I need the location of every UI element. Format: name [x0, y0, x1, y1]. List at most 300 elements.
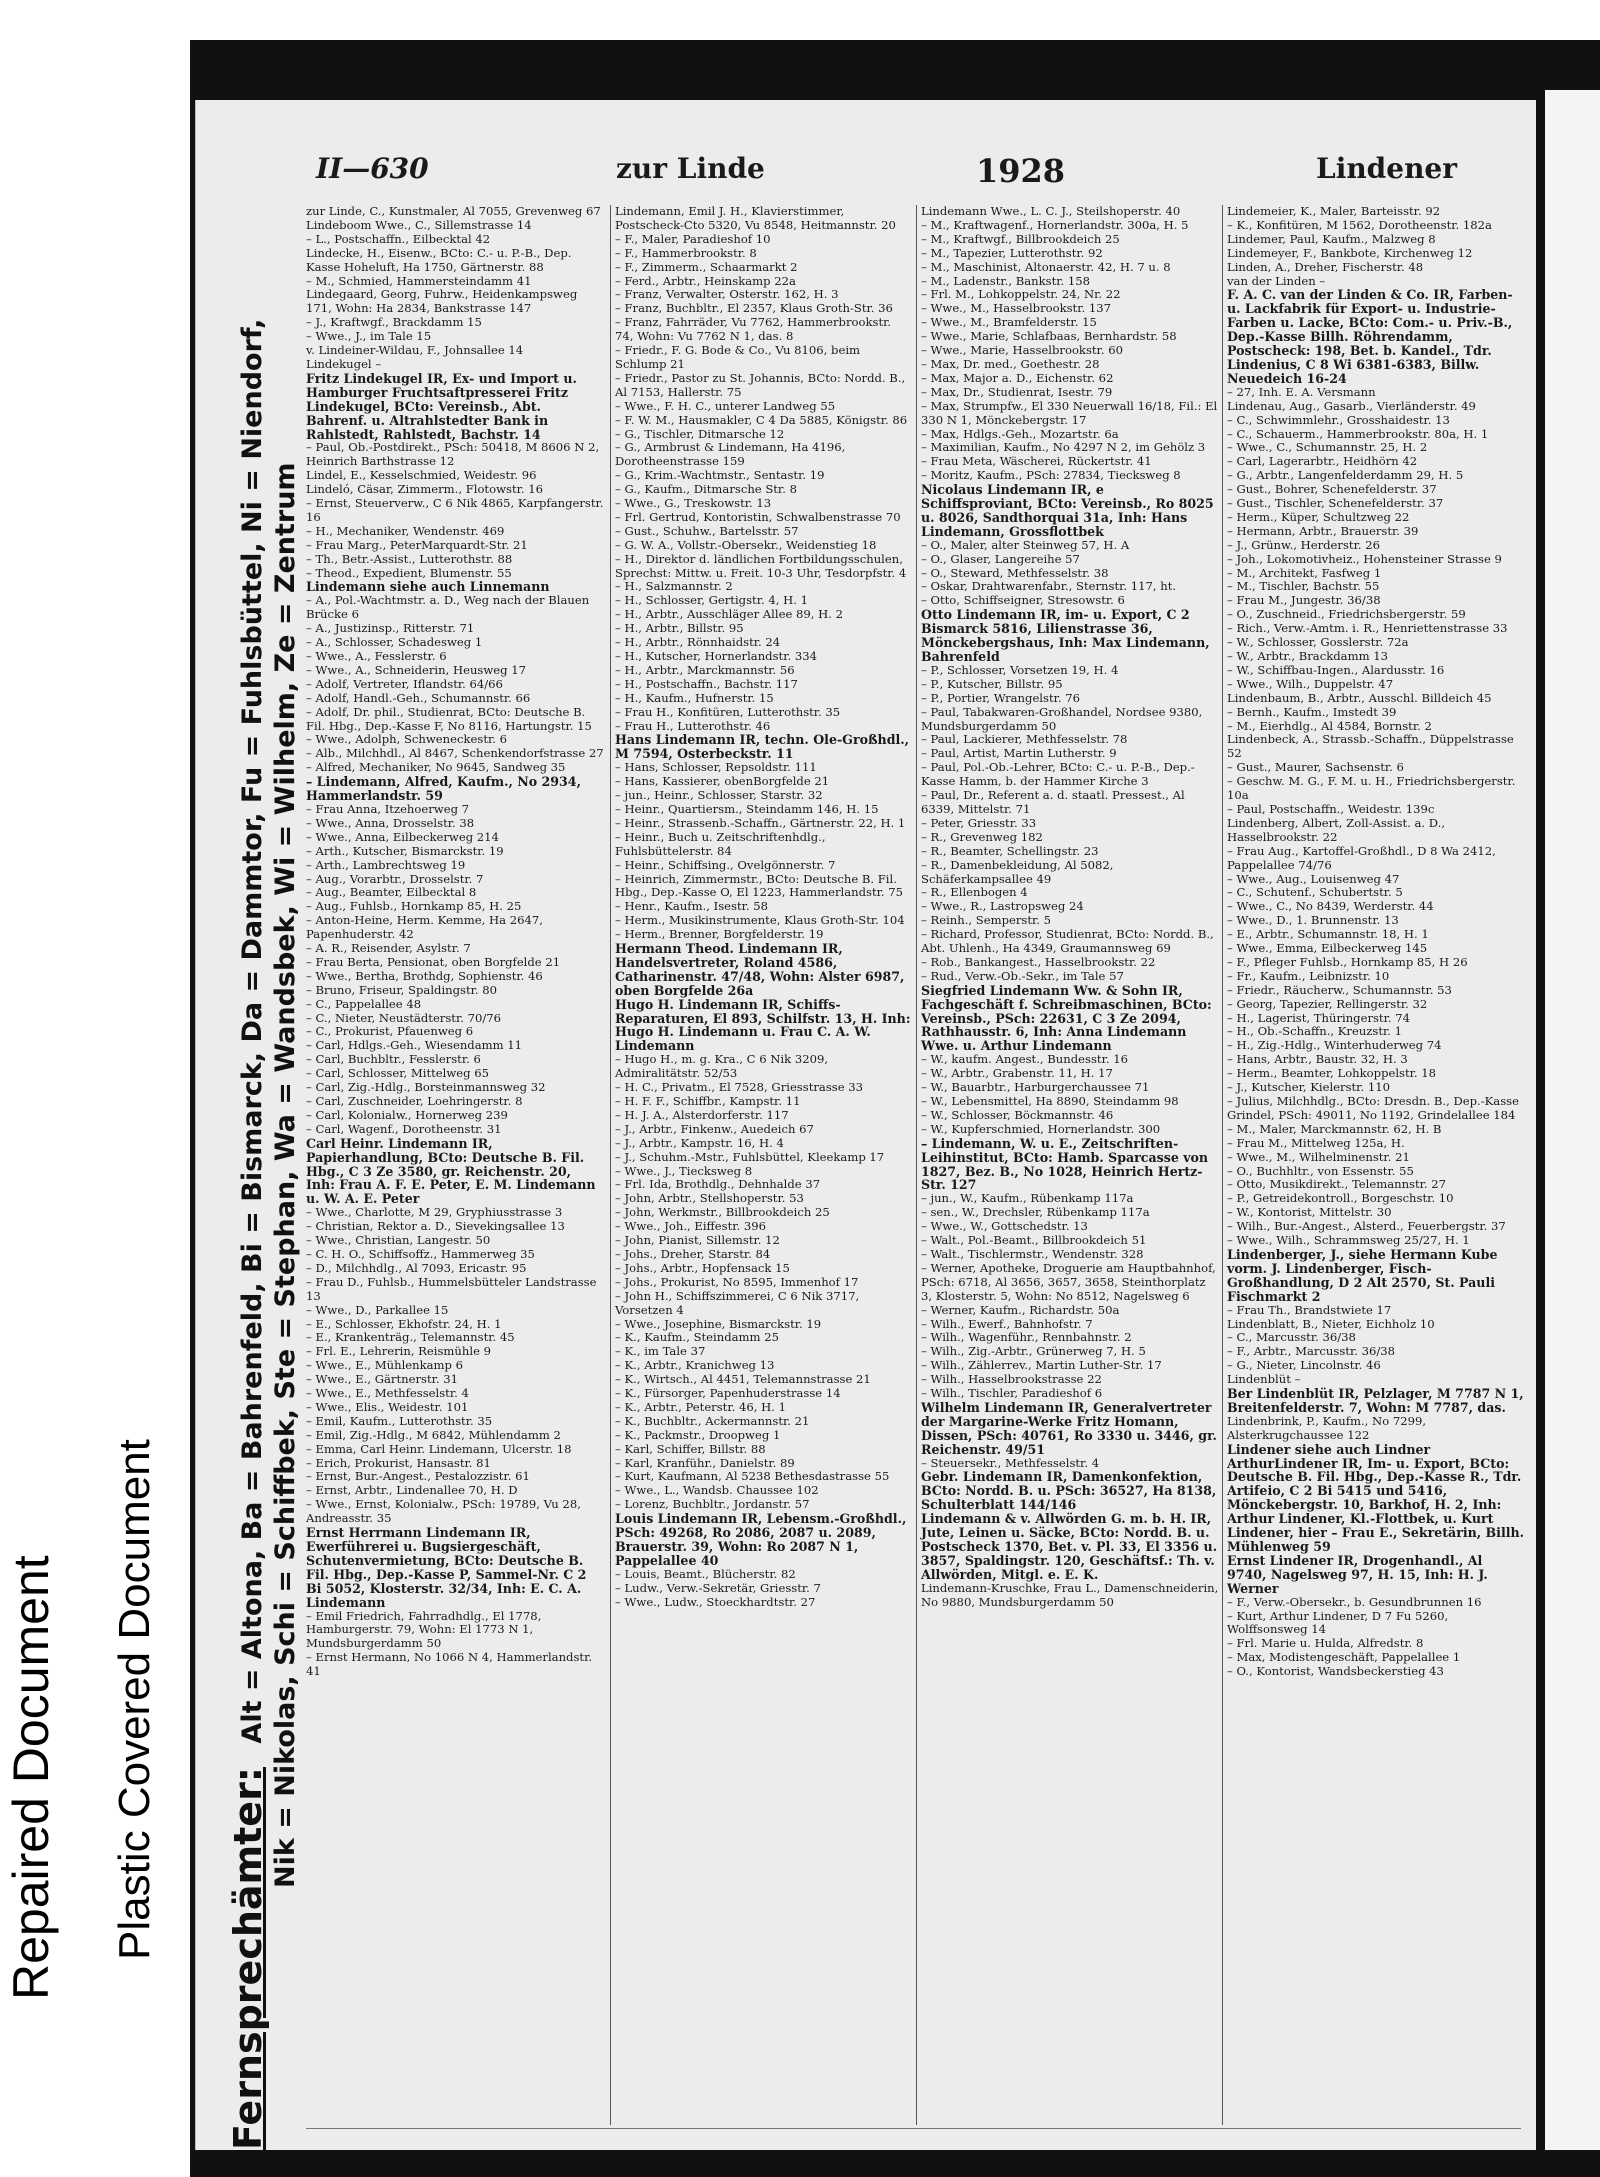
- directory-entry: – R., Ellenbogen 4: [921, 885, 1028, 900]
- directory-entry: Hans Lindemann IR, techn. Ole-Großhdl., M 7594, Osterbeckstr. 11: [615, 732, 910, 762]
- directory-entry: – Walt., Tischlermstr., Wendenstr. 328: [921, 1246, 1144, 1261]
- directory-entry: – Paul, Pol.-Ob.-Lehrer, BCto: C.- u. P.-B., Dep.-Kasse Hamm, b. der Hammer Kirche 3: [921, 760, 1195, 789]
- directory-entry: – Rud., Verw.-Ob.-Sekr., im Tale 57: [921, 968, 1124, 983]
- directory-entry: Carl Heinr. Lindemann IR, Papierhandlung, BCto: Deutsche B. Fil. Hbg., C 3 Ze 3580, gr. Reichenstr. 20, Inh: Frau A. F. E. Peter, E. M. Lindemann u. W. A. E. Peter: [306, 1135, 596, 1207]
- directory-entry: Louis Lindemann IR, Lebensm.-Großhdl., PSch: 49268, Ro 2086, 2087 u. 2089, Brauerstr. 39, Wohn: Ro 2087 N 1, Pappelallee 40: [615, 1511, 907, 1568]
- plastic-covered-label: Plastic Covered Document: [110, 1439, 159, 1960]
- directory-entry: – Wwe., C., Schumannstr. 25, H. 2: [1227, 440, 1428, 455]
- directory-entry: – Heinr., Schiffsing., Ovelgönnerstr. 7: [615, 857, 836, 872]
- directory-entry: – Paul, Dr., Referent a. d. staatl. Pressest., Al 6339, Mittelstr. 71: [921, 788, 1185, 816]
- directory-entry: – Kurt, Kaufmann, Al 5238 Bethesdastrasse 55: [615, 1469, 890, 1484]
- directory-entry: – Ludw., Verw.-Sekretär, Griesstr. 7: [615, 1580, 821, 1595]
- directory-entry: – F., Zimmerm., Schaarmarkt 2: [615, 259, 798, 274]
- directory-entry: – P., Portier, Wrangelstr. 76: [921, 690, 1081, 705]
- directory-entry: – A., Justizinsp., Ritterstr. 71: [306, 621, 475, 636]
- directory-entry: – Georg, Tapezier, Rellingerstr. 32: [1227, 996, 1428, 1011]
- directory-entry: – M., Ladenstr., Bankstr. 158: [921, 273, 1091, 288]
- directory-entry: Lindenbrink, P., Kaufm., No 7299, Alsterkrugchaussee 122: [1227, 1413, 1427, 1442]
- directory-entry: – Wwe., J., Tiecksweg 8: [615, 1163, 753, 1178]
- directory-entry: – Frau Berta, Pensionat, oben Borgfelde 21: [306, 954, 561, 969]
- directory-entry: – Wwe., Ernst, Kolonialw., PSch: 19789, Vu 28, Andreasstr. 35: [306, 1497, 581, 1526]
- directory-entry: – Heinr., Strassenb.-Schaffn., Gärtnerstr. 22, H. 1: [615, 815, 906, 830]
- directory-entry: – Carl, Lagerarbtr., Heidhörn 42: [1227, 454, 1418, 469]
- directory-entry: – Wwe., Wilh., Schrammsweg 25/27, H. 1: [1227, 1233, 1470, 1248]
- bottom-rule: [306, 2128, 1521, 2129]
- directory-entry: – Werner, Apotheke, Droguerie am Hauptbahnhof, PSch: 6718, Al 3656, 3657, 3658, Steinthorplatz 3, Klosterstr. 5, Wohn: No 8512, Nagelsweg 6: [921, 1260, 1216, 1303]
- directory-entry: – Wwe., Emma, Eilbeckerweg 145: [1227, 941, 1428, 956]
- directory-entry: – Max, Dr. med., Goethestr. 28: [921, 356, 1100, 371]
- directory-entry: – Frl. E., Lehrerin, Reismühle 9: [306, 1344, 491, 1359]
- directory-entry: – H., Lagerist, Thüringerstr. 74: [1227, 1010, 1410, 1025]
- directory-entry: – Friedr., Räucherw., Schumannstr. 53: [1227, 982, 1452, 997]
- directory-entry: Lindenberger, J., siehe Hermann Kube vorm. J. Lindenberger, Fisch-Großhandlung, D 2 Alt 2570, St. Pauli Fischmarkt 2: [1227, 1246, 1498, 1304]
- directory-entry: – A., Pol.-Wachtmstr. a. D., Weg nach der Blauen Brücke 6: [306, 593, 590, 622]
- directory-entry: – Arth., Kutscher, Bismarckstr. 19: [306, 843, 504, 858]
- directory-entry: – Wilh., Wagenführ., Rennbahnstr. 2: [921, 1330, 1132, 1345]
- directory-entry: – M., Kraftwagenf., Hornerlandstr. 300a, H. 5: [921, 217, 1189, 232]
- directory-entry: – Joh., Lokomotivheiz., Hohensteiner Strasse 9: [1227, 551, 1502, 566]
- directory-entry: – Emma, Carl Heinr. Lindemann, Ulcerstr. 18: [306, 1441, 572, 1456]
- directory-entry: – Paul, Postschaffn., Weidestr. 139c: [1227, 801, 1435, 816]
- directory-entry: – John H., Schiffszimmerei, C 6 Nik 3717, Vorsetzen 4: [615, 1288, 860, 1317]
- directory-entry: – K., Fürsorger, Papenhuderstrasse 14: [615, 1386, 841, 1401]
- directory-entry: – Carl, Zig.-Hdlg., Borsteinmannsweg 32: [306, 1080, 546, 1095]
- directory-entry: – Wilh., Tischler, Paradieshof 6: [921, 1386, 1103, 1401]
- directory-entry: Lindemann-Kruschke, Frau L., Damenschneiderin, No 9880, Mundsburgerdamm 50: [921, 1580, 1219, 1609]
- directory-entry: – Erich, Prokurist, Hansastr. 81: [306, 1455, 491, 1470]
- directory-entry: – H., Arbtr., Billstr. 95: [615, 621, 744, 636]
- directory-entry: – Emil, Kaufm., Lutterothstr. 35: [306, 1413, 493, 1428]
- directory-entry: – Otto, Musikdirekt., Telemannstr. 27: [1227, 1177, 1447, 1192]
- directory-entry: – H., Zig.-Hdlg., Winterhuderweg 74: [1227, 1038, 1442, 1053]
- directory-entry: – John, Pianist, Sillemstr. 12: [615, 1233, 780, 1248]
- directory-entry: – Steuersekr., Methfesselstr. 4: [921, 1455, 1100, 1470]
- directory-entry: – John, Werkmstr., Billbrookdeich 25: [615, 1205, 830, 1220]
- directory-entry: – Frau Th., Brandstwiete 17: [1227, 1302, 1392, 1317]
- directory-entry: – Wwe., R., Lastropsweg 24: [921, 899, 1084, 914]
- directory-entry: – Reinh., Semperstr. 5: [921, 913, 1052, 928]
- directory-entry: – Aug., Fuhlsb., Hornkamp 85, H. 25: [306, 899, 522, 914]
- directory-entry: – J., Kraftwgf., Brackdamm 15: [306, 315, 482, 330]
- directory-entry: Lindenbeck, A., Strassb.-Schaffn., Düppelstrasse 52: [1227, 732, 1514, 761]
- directory-entry: – O., Kontorist, Wandsbeckerstieg 43: [1227, 1664, 1444, 1679]
- directory-entry: – F., Arbtr., Marcusstr. 36/38: [1227, 1344, 1395, 1359]
- directory-entry: – Wwe., E., Methfesselstr. 4: [306, 1386, 469, 1401]
- directory-entry: – P., Kutscher, Billstr. 95: [921, 676, 1063, 691]
- directory-entry: – Max, Dr., Studienrat, Isestr. 79: [921, 384, 1113, 399]
- directory-entry: – D., Milchhdlg., Al 7093, Ericastr. 95: [306, 1260, 527, 1275]
- directory-entry: – O., Buchhltr., von Essenstr. 55: [1227, 1163, 1414, 1178]
- directory-entry: – Ernst, Arbtr., Lindenallee 70, H. D: [306, 1483, 518, 1498]
- directory-entry: – Ernst Hermann, No 1066 N 4, Hammerlandstr. 41: [306, 1650, 593, 1679]
- directory-entry: – Heinr., Quartiersm., Steindamm 146, H. 15: [615, 801, 879, 816]
- directory-entry: – Gust., Tischler, Schenefelderstr. 37: [1227, 496, 1444, 511]
- directory-entry: – H., Salzmannstr. 2: [615, 579, 733, 594]
- directory-entry: – Wwe., Adolph, Schweneckestr. 6: [306, 732, 507, 747]
- directory-entry: – K., Arbtr., Kranichweg 13: [615, 1358, 775, 1373]
- directory-entry: – Max, Hdlgs.-Geh., Mozartstr. 6a: [921, 426, 1119, 441]
- directory-entry: – H., Arbtr., Rönnhaidstr. 24: [615, 635, 781, 650]
- directory-entry: – G., Krim.-Wachtmstr., Sentastr. 19: [615, 468, 825, 483]
- directory-entry: – Th., Betr.-Assist., Lutterothstr. 88: [306, 551, 513, 566]
- directory-entry: Hugo H. Lindemann IR, Schiffs-Reparaturen, El 893, Schilfstr. 13, H. Inh: Hugo H. Lindemann u. Frau C. A. W. Lindemann: [615, 996, 911, 1054]
- directory-entry: – Herm., Beamter, Lohkoppelstr. 18: [1227, 1066, 1437, 1081]
- directory-entry: – Wwe., J., im Tale 15: [306, 329, 432, 344]
- directory-entry: – Alb., Milchhdl., Al 8467, Schenkendorfstrasse 27: [306, 746, 604, 761]
- directory-entry: – Frau H., Lutterothstr. 46: [615, 718, 771, 733]
- directory-entry: – Franz, Buchbltr., El 2357, Klaus Groth-Str. 36: [615, 301, 893, 316]
- directory-entry: – E., Arbtr., Schumannstr. 18, H. 1: [1227, 927, 1429, 942]
- directory-entry: – Frl. Gertrud, Kontoristin, Schwalbenstrasse 70: [615, 509, 901, 524]
- facing-page-edge: [1545, 90, 1600, 2150]
- directory-page: [195, 100, 1536, 2150]
- header-keyword-end: Lindener: [1316, 152, 1457, 185]
- directory-entry: – Hans, Kassierer, obenBorgfelde 21: [615, 774, 830, 789]
- directory-entry: Lindenau, Aug., Gasarb., Vierländerstr. 49: [1227, 398, 1476, 413]
- repaired-document-label: Repaired Document: [3, 1555, 59, 2000]
- directory-entry: – Hans, Schlosser, Repsoldstr. 111: [615, 760, 817, 775]
- directory-entry: Siegfried Lindemann Ww. & Sohn IR, Fachgeschäft f. Schreibmaschinen, BCto: Vereinsb., PSch: 22631, C 3 Ze 2094, Rathhausstr. 6, Inh: Anna Lindemann Wwe. u. Arthur Lindemann: [921, 982, 1212, 1054]
- directory-entry: – H., Arbtr., Marckmannstr. 56: [615, 662, 795, 677]
- directory-entry: – Wwe., G., Treskowstr. 13: [615, 496, 772, 511]
- directory-entry: Ernst Lindener IR, Drogenhandl., Al 9740, Nagelsweg 97, H. 15, Inh: H. J. Werner: [1227, 1552, 1488, 1596]
- directory-entry: – H., Ob.-Schaffn., Kreuzstr. 1: [1227, 1024, 1403, 1039]
- directory-entry: – Rob., Bankangest., Hasselbrookstr. 22: [921, 954, 1156, 969]
- directory-entry: – Aug., Vorarbtr., Drosselstr. 7: [306, 871, 484, 886]
- directory-entry: – Emil Friedrich, Fahrradhdlg., El 1778, Hamburgerstr. 79, Wohn: El 1773 N 1, Mundsburgerdamm 50: [306, 1608, 542, 1651]
- directory-entry: Lindemann & v. Allwörden G. m. b. H. IR, Jute, Leinen u. Säcke, BCto: Nordd. B. u. Postscheck 1370, Bet. v. Pl. 33, El 3356 u. 3857, Spaldingstr. 120, Geschäftsf.: Th. v. Allwörden, Mitgl. e. E. K.: [921, 1511, 1218, 1582]
- directory-entry: – R., Damenbekleidung, Al 5082, Schäferkampsallee 49: [921, 857, 1114, 886]
- directory-entry: – Louis, Beamt., Blücherstr. 82: [615, 1566, 796, 1581]
- directory-entry: – Wwe., Marie, Schlafbaas, Bernhardstr. 58: [921, 329, 1177, 344]
- directory-entry: – Werner, Kaufm., Richardstr. 50a: [921, 1302, 1120, 1317]
- directory-entry: – Frau Marg., PeterMarquardt-Str. 21: [306, 537, 528, 552]
- directory-entry: – Wwe., Anna, Drosselstr. 38: [306, 815, 475, 830]
- column-2: [610, 205, 913, 2125]
- directory-entry: – A., Schlosser, Schadesweg 1: [306, 635, 483, 650]
- directory-entry: – Wwe., E., Mühlenkamp 6: [306, 1358, 464, 1373]
- directory-entry: – Richard, Professor, Studienrat, BCto: Nordd. B., Abt. Uhlenh., Ha 4349, Graumannsweg 69: [921, 927, 1214, 956]
- directory-entry: Lindeboom Wwe., C., Sillemstrasse 14: [306, 217, 532, 232]
- directory-entry: – Ernst, Steuerverw., C 6 Nik 4865, Karpfangerstr. 16: [306, 496, 604, 524]
- directory-entry: – Johs., Prokurist, No 8595, Immenhof 17: [615, 1274, 859, 1289]
- directory-entry: – Herm., Brenner, Borgfelderstr. 19: [615, 927, 824, 942]
- directory-entry: – Alfred, Mechaniker, No 9645, Sandweg 35: [306, 760, 566, 775]
- directory-entry: – Frau Aug., Kartoffel-Großhdl., D 8 Wa 2412, Pappelallee 74/76: [1227, 843, 1496, 872]
- directory-entry: – Karl, Schiffer, Billstr. 88: [615, 1441, 766, 1456]
- directory-columns: [306, 205, 1525, 2125]
- directory-entry: – O., Glaser, Langereihe 57: [921, 551, 1080, 566]
- directory-entry: Lindener siehe auch Lindner: [1227, 1441, 1431, 1457]
- directory-entry: Lindemann siehe auch Linnemann: [306, 579, 550, 595]
- directory-entry: – Wwe., Ludw., Stoeckhardtstr. 27: [615, 1594, 816, 1609]
- directory-entry: – Wwe., Elis., Weidestr. 101: [306, 1399, 469, 1414]
- directory-entry: – M., Kraftwgf., Billbrookdeich 25: [921, 231, 1120, 246]
- directory-entry: – Frau M., Jungestr. 36/38: [1227, 593, 1381, 608]
- directory-entry: F. A. C. van der Linden & Co. IR, Farben- u. Lackfabrik für Export- u. Industrie-Farben u. Lacke, BCto: Com.- u. Priv.-B., Dep.-Kasse Billh. Röhrendamm, Postscheck: 198, Bet. b. Kandel., Tdr. Lindenius, C 8 Wi 6381-6383, Billw. Neuedeich 16-24: [1227, 287, 1513, 386]
- exchange-legend-line-1: Alt = Altona, Ba = Bahrenfeld, Bi = Bismarck, Da = Dammtor, Fu = Fuhlsbüttel, Ni = Niendorf,: [237, 318, 268, 1744]
- directory-entry: – O., Zuschneid., Friedrichsbergerstr. 59: [1227, 607, 1466, 622]
- directory-entry: – P., Getreidekontroll., Borgeschstr. 10: [1227, 1191, 1454, 1206]
- directory-entry: – K., Konfitüren, M 1562, Dorotheenstr. 182a: [1227, 217, 1492, 232]
- directory-entry: – Wilh., Ewerf., Bahnhofstr. 7: [921, 1316, 1093, 1331]
- directory-entry: Gebr. Lindemann IR, Damenkonfektion, BCto: Nordd. B. u. PSch: 36527, Ha 8138, Schulterblatt 144/146: [921, 1469, 1217, 1513]
- directory-entry: Nicolaus Lindemann IR, e Schiffsproviant, BCto: Vereinsb., Ro 8025 u. 8026, Sandthorquai 31a, Inh: Hans Lindemann, Grossflottbek: [921, 482, 1214, 539]
- directory-entry: – Adolf, Vertreter, Iflandstr. 64/66: [306, 676, 503, 691]
- directory-entry: – jun., Heinr., Schlosser, Starstr. 32: [615, 788, 823, 803]
- directory-entry: – K., Kaufm., Steindamm 25: [615, 1330, 779, 1345]
- directory-entry: – Bernh., Kaufm., Imstedt 39: [1227, 704, 1397, 719]
- directory-entry: – C., Schwimmlehr., Grosshaidestr. 13: [1227, 412, 1450, 427]
- directory-entry: – W., Schlosser, Gosslerstr. 72a: [1227, 635, 1409, 650]
- directory-entry: – Paul, Ob.-Postdirekt., PSch: 50418, M 8606 N 2, Heinrich Barthstrasse 12: [306, 440, 600, 469]
- directory-entry: – Paul, Lackierer, Methfesselstr. 78: [921, 732, 1128, 747]
- directory-entry: – 27, Inh. E. A. Versmann: [1227, 384, 1376, 399]
- directory-entry: – F. W. M., Hausmakler, C 4 Da 5885, Königstr. 86: [615, 412, 908, 427]
- directory-entry: – Franz, Verwalter, Osterstr. 162, H. 3: [615, 287, 839, 302]
- exchange-legend-heading: Fernsprechämter:: [226, 1766, 270, 2150]
- directory-entry: – G., Tischler, Ditmarsche 12: [615, 426, 785, 441]
- directory-entry: – Friedr., F. G. Bode & Co., Vu 8106, beim Schlump 21: [615, 343, 861, 371]
- directory-entry: – Frl. Ida, Brothdlg., Dehnhalde 37: [615, 1177, 821, 1192]
- directory-entry: Lindemann, Emil J. H., Klavierstimmer, Postscheck-Cto 5320, Vu 8548, Heitmannstr. 20: [615, 205, 896, 232]
- directory-entry: – J., Grünw., Herderstr. 26: [1227, 537, 1380, 552]
- header-keyword-start: zur Linde: [616, 152, 765, 185]
- directory-entry: – Max, Strumpfw., El 330 Neuerwall 16/18, Fil.: El 330 N 1, Mönckebergstr. 17: [921, 398, 1218, 427]
- directory-entry: – Johs., Dreher, Starstr. 84: [615, 1246, 771, 1261]
- directory-entry: – M., Architekt, Fasfweg 1: [1227, 565, 1382, 580]
- page-number: II—630: [316, 152, 429, 185]
- directory-entry: – J., Schuhm.-Mstr., Fuhlsbüttel, Kleekamp 17: [615, 1149, 885, 1164]
- directory-entry: – Maximilian, Kaufm., No 4297 N 2, im Gehölz 3: [921, 440, 1206, 455]
- column-3: [916, 205, 1219, 2125]
- directory-entry: – W., Kupferschmied, Hornerlandstr. 300: [921, 1121, 1161, 1136]
- left-margin: [0, 0, 190, 2177]
- header-year: 1928: [976, 152, 1066, 190]
- directory-entry: – jun., W., Kaufm., Rübenkamp 117a: [921, 1191, 1134, 1206]
- directory-entry: – M., Schmied, Hammersteindamm 41: [306, 273, 532, 288]
- directory-entry: – C., Pappelallee 48: [306, 996, 422, 1011]
- directory-entry: – Frl. Marie u. Hulda, Alfredstr. 8: [1227, 1636, 1424, 1651]
- column-1: [306, 205, 604, 2125]
- directory-entry: – G., Armbrust & Lindemann, Ha 4196, Dorotheenstrasse 159: [615, 440, 846, 469]
- directory-entry: – Hermann, Arbtr., Brauerstr. 39: [1227, 523, 1419, 538]
- directory-entry: – Frau Anna, Itzehoerweg 7: [306, 801, 470, 816]
- directory-entry: – Moritz, Kaufm., PSch: 27834, Tiecksweg 8: [921, 468, 1181, 483]
- directory-entry: – Bruno, Friseur, Spaldingstr. 80: [306, 982, 498, 997]
- directory-entry: – Adolf, Handl.-Geh., Schumannstr. 66: [306, 690, 531, 705]
- exchange-legend-line-2: Nik = Nikolas, Schi = Schiffbek, Ste = Stephan, Wa = Wandsbek, Wi = Wilhelm, Ze = Zentrum: [270, 462, 301, 1888]
- directory-entry: – R., Beamter, Schellingstr. 23: [921, 843, 1099, 858]
- directory-entry: – Gust., Maurer, Sachsenstr. 6: [1227, 760, 1404, 775]
- directory-entry: – Hugo H., m. g. Kra., C 6 Nik 3209, Admiralitätstr. 52/53: [615, 1052, 829, 1081]
- directory-entry: – H., Arbtr., Ausschläger Allee 89, H. 2: [615, 607, 843, 622]
- directory-entry: – W., Arbtr., Grabenstr. 11, H. 17: [921, 1066, 1113, 1081]
- directory-entry: – Wilh., Bur.-Angest., Alsterd., Feuerbergstr. 37: [1227, 1219, 1506, 1234]
- directory-entry: – W., Bauarbtr., Harburgerchaussee 71: [921, 1080, 1150, 1095]
- directory-entry: – C., Schauerm., Hammerbrookstr. 80a, H. 1: [1227, 426, 1489, 441]
- directory-entry: – Wwe., Bertha, Brothdg, Sophienstr. 46: [306, 968, 543, 983]
- directory-entry: – H., Kaufm., Hufnerstr. 15: [615, 690, 774, 705]
- directory-entry: – Frau M., Mittelweg 125a, H.: [1227, 1135, 1405, 1150]
- directory-entry: – Wwe., M., Hasselbrookstr. 137: [921, 301, 1111, 316]
- directory-entry: Lindenblüt –: [1227, 1372, 1301, 1387]
- directory-entry: – Julius, Milchhdlg., BCto: Dresdn. B., Dep.-Kasse Grindel, PSch: 49011, No 1192, Grindelallee 184: [1227, 1094, 1519, 1122]
- directory-entry: – W., kaufm. Angest., Bundesstr. 16: [921, 1052, 1128, 1067]
- directory-entry: – Wwe., Aug., Louisenweg 47: [1227, 871, 1400, 886]
- directory-entry: Ber Lindenblüt IR, Pelzlager, M 7787 N 1, Breitenfelderstr. 7, Wohn: M 7787, das.: [1227, 1386, 1524, 1415]
- directory-entry: – sen., W., Drechsler, Rübenkamp 117a: [921, 1205, 1150, 1220]
- directory-entry: – Frau Meta, Wäscherei, Rückertstr. 41: [921, 454, 1152, 469]
- directory-entry: – H., Postschaffn., Bachstr. 117: [615, 676, 798, 691]
- directory-entry: – K., im Tale 37: [615, 1344, 706, 1359]
- directory-entry: Ernst Herrmann Lindemann IR, Ewerführerei u. Bugsiergeschäft, Schutenvermietung, BCto: Deutsche B. Fil. Hbg., Dep.-Kasse P, Sammel-Nr. C 2 Bi 5052, Klosterstr. 32/34, Inh: E. C. A. Lindemann: [306, 1525, 587, 1610]
- directory-entry: – F., Verw.-Obersekr., b. Gesundbrunnen 16: [1227, 1594, 1482, 1609]
- directory-entry: – Wwe., Joh., Eiffestr. 396: [615, 1219, 767, 1234]
- directory-entry: – Wwe., D., Parkallee 15: [306, 1302, 449, 1317]
- directory-entry: Fritz Lindekugel IR, Ex- und Import u. Hamburger Fruchtsaftpresserei Fritz Lindekugel, BCto: Vereinsb., Abt. Bahrenf. u. Altrahlstedter Bank in Rahlstedt, Rahlstedt, Bachstr. 14: [306, 370, 577, 442]
- directory-entry: – A. R., Reisender, Asylstr. 7: [306, 941, 471, 956]
- directory-entry: – Wwe., E., Gärtnerstr. 31: [306, 1372, 459, 1387]
- directory-entry: Lindecke, H., Eisenw., BCto: C.- u. P.-B., Dep. Kasse Hoheluft, Ha 1750, Gärtnerstr. 88: [306, 245, 572, 274]
- directory-entry: Otto Lindemann IR, im- u. Export, C 2 Bismarck 5816, Lilienstrasse 36, Mönckebergshaus, Inh: Max Lindemann, Bahrenfeld: [921, 607, 1210, 664]
- directory-entry: – G., Nieter, Lincolnstr. 46: [1227, 1358, 1381, 1373]
- directory-entry: – Geschw. M. G., F. M. u. H., Friedrichsbergerstr. 10a: [1227, 774, 1516, 803]
- directory-entry: Lindenbaum, B., Arbtr., Ausschl. Billdeich 45: [1227, 690, 1492, 705]
- directory-entry: Lindemeyer, F., Bankbote, Kirchenweg 12: [1227, 245, 1473, 260]
- directory-entry: – Franz, Fahrräder, Vu 7762, Hammerbrookstr. 74, Wohn: Vu 7762 N 1, das. 8: [615, 315, 892, 344]
- directory-entry: – Heinr., Buch u. Zeitschriftenhdlg., Fuhlsbüttelerstr. 84: [615, 829, 826, 858]
- directory-entry: – Anton-Heine, Herm. Kemme, Ha 2647, Papenhuderstr. 42: [306, 913, 543, 942]
- directory-entry: Lindenblatt, B., Nieter, Eichholz 10: [1227, 1316, 1435, 1331]
- directory-entry: – G. W. A., Vollstr.-Obersekr., Weidenstieg 18: [615, 537, 877, 552]
- directory-entry: – Gust., Schuhw., Bartelsstr. 57: [615, 523, 799, 538]
- directory-entry: – O., Steward, Methfesselstr. 38: [921, 565, 1109, 580]
- directory-entry: – Kurt, Arthur Lindener, D 7 Fu 5260, Wolffsonsweg 14: [1227, 1608, 1449, 1637]
- directory-entry: – K., Buchbltr., Ackermannstr. 21: [615, 1413, 810, 1428]
- directory-entry: – Max, Major a. D., Eichenstr. 62: [921, 370, 1114, 385]
- directory-entry: – Otto, Schiffseigner, Stresowstr. 6: [921, 593, 1125, 608]
- directory-entry: – F., Pfleger Fuhlsb., Hornkamp 85, H 26: [1227, 954, 1468, 969]
- directory-entry: – Henr., Kaufm., Isestr. 58: [615, 899, 769, 914]
- directory-entry: – Ferd., Arbtr., Heinskamp 22a: [615, 273, 796, 288]
- directory-entry: – W., Schlosser, Böckmannstr. 46: [921, 1107, 1114, 1122]
- directory-entry: – Wwe., D., 1. Brunnenstr. 13: [1227, 913, 1399, 928]
- directory-entry: – P., Schlosser, Vorsetzen 19, H. 4: [921, 662, 1119, 677]
- directory-entry: Hermann Theod. Lindemann IR, Handelsvertreter, Roland 4586, Catharinenstr. 47/48, Wohn: Alster 6987, oben Borgfelde 26a: [615, 941, 905, 998]
- directory-entry: – Gust., Bohrer, Schenefelderstr. 37: [1227, 482, 1437, 497]
- directory-entry: – C. H. O., Schiffsoffz., Hammerweg 35: [306, 1246, 535, 1261]
- directory-entry: – E., Krankenträg., Telemannstr. 45: [306, 1330, 515, 1345]
- directory-entry: – K., Wirtsch., Al 4451, Telemannstrasse 21: [615, 1372, 871, 1387]
- directory-entry: – Wwe., A., Schneiderin, Heusweg 17: [306, 662, 527, 677]
- directory-entry: – Frl. M., Lohkoppelstr. 24, Nr. 22: [921, 287, 1121, 302]
- directory-entry: – Paul, Artist, Martin Lutherstr. 9: [921, 746, 1117, 761]
- directory-entry: Lindegaard, Georg, Fuhrw., Heidenkampsweg 171, Wohn: Ha 2834, Bankstrasse 147: [306, 287, 578, 316]
- directory-entry: – H., Mechaniker, Wendenstr. 469: [306, 523, 505, 538]
- directory-entry: Lindemer, Paul, Kaufm., Malzweg 8: [1227, 231, 1436, 246]
- directory-entry: – Arth., Lambrechtsweg 19: [306, 857, 466, 872]
- directory-entry: – Frau D., Fuhlsb., Hummelsbütteler Landstrasse 13: [306, 1274, 597, 1303]
- directory-entry: – Aug., Beamter, Eilbecktal 8: [306, 885, 477, 900]
- directory-entry: – Peter, Griesstr. 33: [921, 815, 1037, 830]
- directory-entry: – H., Schlosser, Gertigstr. 4, H. 1: [615, 593, 808, 608]
- directory-entry: – Wwe., A., Fesslerstr. 6: [306, 649, 447, 663]
- directory-entry: – H., Direktor d. ländlichen Fortbildungsschulen, Sprechst: Mittw. u. Freit. 10-3 Uhr, Tesdorpfstr. 4: [615, 551, 907, 580]
- directory-entry: – G., Kaufm., Ditmarsche Str. 8: [615, 482, 797, 497]
- directory-entry: – W., Kontorist, Mittelstr. 30: [1227, 1205, 1392, 1220]
- directory-entry: – Herm., Küper, Schultzweg 22: [1227, 509, 1410, 524]
- directory-entry: – Wwe., W., Gottschedstr. 13: [921, 1219, 1088, 1234]
- directory-entry: – M., Tapezier, Lutterothstr. 92: [921, 245, 1103, 260]
- directory-entry: – J., Kutscher, Kielerstr. 110: [1227, 1080, 1390, 1095]
- directory-entry: – Wwe., Josephine, Bismarckstr. 19: [615, 1316, 822, 1331]
- directory-entry: – F., Maler, Paradieshof 10: [615, 231, 771, 246]
- directory-entry: – K., Arbtr., Peterstr. 46, H. 1: [615, 1399, 786, 1414]
- directory-entry: Linden, A., Dreher, Fischerstr. 48: [1227, 259, 1424, 274]
- directory-entry: – Carl, Schlosser, Mittelweg 65: [306, 1066, 489, 1081]
- directory-entry: – Wilh., Zig.-Arbtr., Grünerweg 7, H. 5: [921, 1344, 1146, 1359]
- directory-entry: – K., Packmstr., Droopweg 1: [615, 1427, 781, 1442]
- directory-entry: – M., Eierhdlg., Al 4584, Bornstr. 2: [1227, 718, 1432, 733]
- directory-entry: – H. C., Privatm., El 7528, Griesstrasse 33: [615, 1080, 864, 1095]
- directory-entry: – Lorenz, Buchbltr., Jordanstr. 57: [615, 1497, 810, 1512]
- directory-entry: – Oskar, Drahtwarenfabr., Sternstr. 117, ht.: [921, 579, 1177, 594]
- directory-entry: Lindel, E., Kesselschmied, Weidestr. 96: [306, 468, 537, 483]
- directory-entry: – Wwe., M., Bramfelderstr. 15: [921, 315, 1097, 330]
- directory-entry: zur Linde, C., Kunstmaler, Al 7055, Grevenweg 67: [306, 205, 601, 218]
- directory-entry: – O., Maler, alter Steinweg 57, H. A: [921, 537, 1130, 552]
- directory-entry: – G., Arbtr., Langenfelderdamm 29, H. 5: [1227, 468, 1464, 483]
- directory-entry: – C., Prokurist, Pfauenweg 6: [306, 1024, 474, 1039]
- directory-entry: Lindenberg, Albert, Zoll-Assist. a. D., Hasselbrookstr. 22: [1227, 815, 1446, 844]
- directory-entry: – Friedr., Pastor zu St. Johannis, BCto: Nordd. B., Al 7153, Hallerstr. 75: [615, 370, 906, 399]
- directory-entry: – Fr., Kaufm., Leibnizstr. 10: [1227, 968, 1390, 983]
- directory-entry: Lindekugel –: [306, 356, 382, 371]
- directory-entry: – M., Tischler, Bachstr. 55: [1227, 579, 1380, 594]
- directory-entry: – Ernst, Bur.-Angest., Pestalozzistr. 61: [306, 1469, 530, 1484]
- directory-entry: – M., Maschinist, Altonaerstr. 42, H. 7 u. 8: [921, 259, 1171, 274]
- directory-entry: – Carl, Hdlgs.-Geh., Wiesendamm 11: [306, 1038, 523, 1053]
- directory-entry: Lindemann Wwe., L. C. J., Steilshoperstr. 40: [921, 205, 1181, 218]
- directory-entry: – Frau H., Konfitüren, Lutterothstr. 35: [615, 704, 841, 719]
- directory-entry: Lindemeier, K., Maler, Barteisstr. 92: [1227, 205, 1441, 218]
- directory-entry: – Karl, Kranführ., Danielstr. 89: [615, 1455, 795, 1470]
- directory-entry: – Wwe., Wilh., Duppelstr. 47: [1227, 676, 1394, 691]
- directory-entry: – C., Marcusstr. 36/38: [1227, 1330, 1356, 1345]
- directory-entry: – Wwe., C., No 8439, Werderstr. 44: [1227, 899, 1434, 914]
- directory-entry: – Wwe., Anna, Eilbeckerweg 214: [306, 829, 499, 844]
- column-4: [1222, 205, 1525, 2125]
- directory-entry: – Hans, Arbtr., Baustr. 32, H. 3: [1227, 1052, 1408, 1067]
- directory-entry: – J., Arbtr., Finkenw., Auedeich 67: [615, 1121, 814, 1136]
- directory-entry: – Wwe., Charlotte, M 29, Gryphiusstrasse 3: [306, 1205, 563, 1220]
- directory-entry: – Max, Modistengeschäft, Pappelallee 1: [1227, 1650, 1461, 1665]
- directory-entry: v. Lindeiner-Wildau, F., Johnsallee 14: [306, 343, 524, 358]
- directory-entry: – R., Grevenweg 182: [921, 829, 1043, 844]
- directory-entry: – Paul, Tabakwaren-Großhandel, Nordsee 9380, Mundsburgerdamm 50: [921, 704, 1203, 733]
- directory-entry: – F., Hammerbrookstr. 8: [615, 245, 757, 260]
- directory-entry: – Walt., Pol.-Beamt., Billbrookdeich 51: [921, 1233, 1147, 1248]
- directory-entry: – W., Arbtr., Brackdamm 13: [1227, 649, 1388, 663]
- directory-entry: – C., Schutenf., Schubertstr. 5: [1227, 885, 1403, 900]
- directory-entry: – Heinrich, Zimmermstr., BCto: Deutsche B. Fil. Hbg., Dep.-Kasse O, El 1223, Hammerlandstr. 75: [615, 871, 904, 900]
- directory-entry: – J., Arbtr., Kampstr. 16, H. 4: [615, 1135, 784, 1150]
- directory-entry: – Wwe., Marie, Hasselbrookstr. 60: [921, 343, 1123, 358]
- directory-entry: – Johs., Arbtr., Hopfensack 15: [615, 1260, 790, 1275]
- directory-entry: – Lindemann, W. u. E., Zeitschriften-Leihinstitut, BCto: Hamb. Sparcasse von 1827, Bez. B., No 1028, Heinrich Hertz-Str. 127: [921, 1135, 1209, 1193]
- directory-entry: – Carl, Wagenf., Dorotheenstr. 31: [306, 1121, 502, 1136]
